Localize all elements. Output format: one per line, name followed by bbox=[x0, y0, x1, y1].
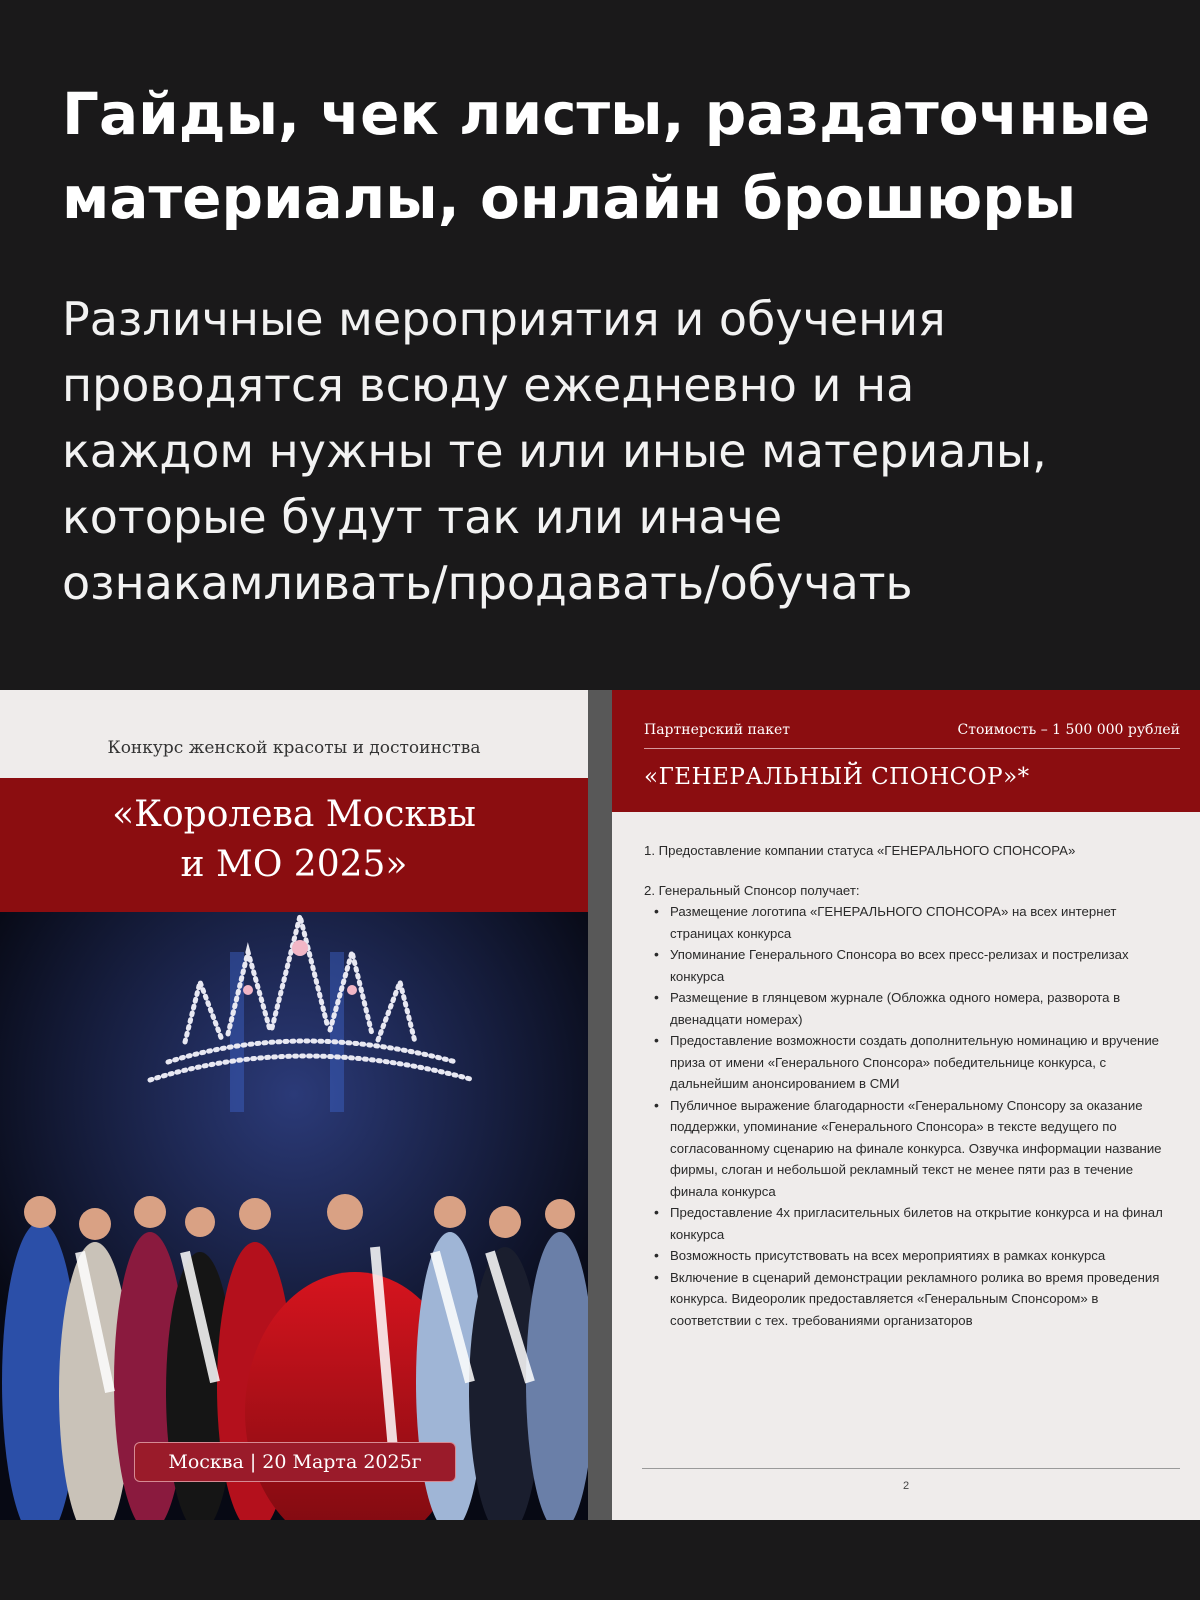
package-content bbox=[644, 840, 1164, 1331]
cover-photo bbox=[0, 912, 588, 1520]
cover-title bbox=[0, 790, 588, 890]
list-item: • Публичное выражение благодарности «Генеральному Спонсору за оказание поддержки, упоминание «Генерального Спонсора» в тексте ведущего по согласованному сценарию на финале конкурса. Озвучка информации название фирмы, слоган и небольшой рекламный текст не менее пяти раз в течение финала конкурса bbox=[644, 1095, 1164, 1203]
subtext bbox=[62, 286, 1162, 616]
list-item: • Возможность присутствовать на всех мероприятиях в рамках конкурса bbox=[644, 1245, 1164, 1267]
cover-date-badge: Москва | 20 Марта 2025г bbox=[134, 1442, 456, 1482]
brochure-cover-page bbox=[0, 690, 588, 1520]
brochure-spread bbox=[0, 690, 1200, 1520]
list-item: • Упоминание Генерального Спонсора во всех пресс-релизах и пострелизах конкурса bbox=[644, 944, 1164, 987]
headline-line-1: Гайды, чек листы, раздаточные bbox=[62, 80, 1151, 148]
footer-divider bbox=[642, 1468, 1180, 1469]
list-item: • Включение в сценарий демонстрации рекламного ролика во время проведения конкурса. Видеоролик предоставляется «Генеральным Спонсором» в соответствии с тех. требованиями организаторов bbox=[644, 1267, 1164, 1332]
header-divider bbox=[644, 748, 1180, 749]
package-title: «ГЕНЕРАЛЬНЫЙ СПОНСОР»* bbox=[644, 764, 1030, 790]
benefits-list bbox=[644, 901, 1164, 1331]
subtext-line-4: которые будут так или иначе bbox=[62, 490, 783, 544]
package-label: Партнерский пакет bbox=[644, 722, 791, 738]
subtext-line-2: проводятся всюду ежедневно и на bbox=[62, 358, 915, 412]
content-item-1: 1. Предоставление компании статуса «ГЕНЕРАЛЬНОГО СПОНСОРА» bbox=[644, 843, 1076, 858]
list-item: • Предоставление возможности создать дополнительную номинацию и вручение приза от имени «Генерального Спонсора» победительнице конкурса, с дальнейшим анонсированием в СМИ bbox=[644, 1030, 1164, 1095]
content-item-2: 2. Генеральный Спонсор получает: bbox=[644, 882, 860, 898]
page-number: 2 bbox=[902, 1480, 910, 1492]
spread-gutter bbox=[588, 690, 612, 1520]
subtext-line-3: каждом нужны те или иные материалы, bbox=[62, 424, 1047, 478]
list-item: • Размещение в глянцевом журнале (Обложка одного номера, разворота в двенадцати номерах) bbox=[644, 987, 1164, 1030]
brochure-inner-page bbox=[612, 690, 1200, 1520]
cover-title-line-2: и МО 2025» bbox=[180, 844, 408, 885]
page-header-band bbox=[612, 690, 1200, 812]
package-price: Стоимость – 1 500 000 рублей bbox=[957, 722, 1180, 738]
headline-line-2: материалы, онлайн брошюры bbox=[62, 164, 1077, 232]
headline bbox=[62, 72, 1162, 240]
list-item: • Размещение логотипа «ГЕНЕРАЛЬНОГО СПОНСОРА» на всех интернет страницах конкурса bbox=[644, 901, 1164, 944]
subtext-line-5: ознакамливать/продавать/обучать bbox=[62, 556, 913, 610]
list-item: • Предоставление 4х пригласительных билетов на открытие конкурса и на финал конкурса bbox=[644, 1202, 1164, 1245]
pageant-photo-illustration bbox=[0, 912, 588, 1520]
subtext-line-1: Различные мероприятия и обучения bbox=[62, 292, 946, 346]
cover-title-line-1: «Королева Москвы bbox=[112, 794, 476, 835]
cover-subtitle: Конкурс женской красоты и достоинства bbox=[107, 738, 481, 758]
